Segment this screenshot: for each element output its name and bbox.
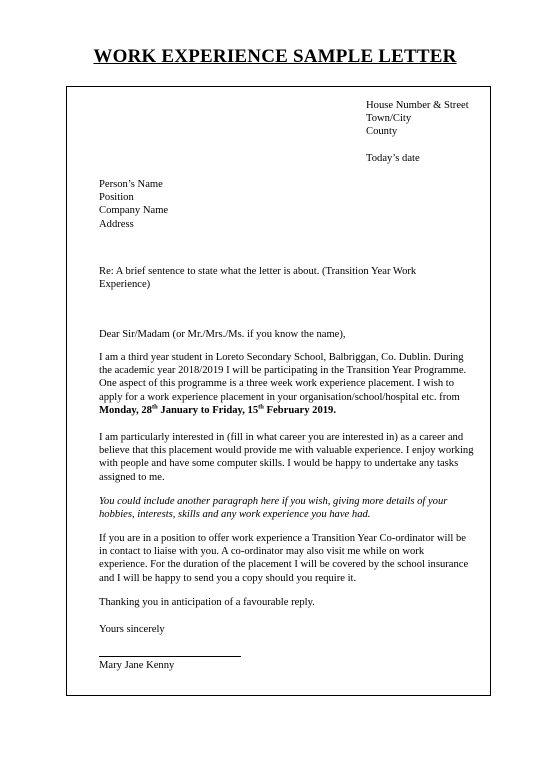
sender-town: Town/City xyxy=(366,113,412,125)
paragraph-intro xyxy=(99,351,474,417)
signature-name: Mary Jane Kenny xyxy=(99,660,175,671)
paragraph-optional: You could include another paragraph here if you wish, giving more details of your hobbies, interests, skills and any work experience you have had. xyxy=(99,496,448,521)
page-title: WORK EXPERIENCE SAMPLE LETTER xyxy=(93,46,457,67)
recipient-position: Position xyxy=(99,192,134,204)
placement-dates: Monday, 28th January to Friday, 15th February 2019. xyxy=(99,403,336,416)
re-line: Re: A brief sentence to state what the letter is about. (Transition Year Work Experience) xyxy=(99,266,417,291)
paragraph-thanks: Thanking you in anticipation of a favourable reply. xyxy=(99,597,315,608)
closing: Yours sincerely xyxy=(99,624,165,635)
recipient-company: Company Name xyxy=(99,205,169,217)
sender-county: County xyxy=(366,126,398,138)
recipient-address-line: Address xyxy=(99,218,134,230)
salutation: Dear Sir/Madam (or Mr./Mrs./Ms. if you know the name), xyxy=(99,329,346,340)
sender-street: House Number & Street xyxy=(366,100,469,111)
recipient-address xyxy=(99,178,168,231)
sender-address xyxy=(366,99,469,165)
paragraph-coordinator: If you are in a position to offer work experience a Transition Year Co-ordinator will be in contact to liaise with you. A co-ordinator may also visit me while on work experience. For the duration of the placement I will be covered by the school insurance and I will be happy to send you a copy should you require it. xyxy=(99,533,469,584)
paragraph-intro-text: I am a third year student in Loreto Secondary School, Balbriggan, Co. Dublin. During the academic year 2018/2019 I will be participating in the Transition Year Programme. One aspect of this programme is a three week work experience placement. I wish to apply for a work experience placement in your organisation/school/hospital etc. from xyxy=(99,352,467,403)
recipient-name: Person’s Name xyxy=(99,179,163,190)
paragraph-interest: I am particularly interested in (fill in what career you are interested in) as a career and believe that this placement would provide me with valuable experience. I enjoy working with people and have some computer skills. I would be happy to undertake any tasks assigned to me. xyxy=(99,432,474,483)
letter-date: Today’s date xyxy=(366,152,420,164)
signature-line xyxy=(99,656,241,657)
